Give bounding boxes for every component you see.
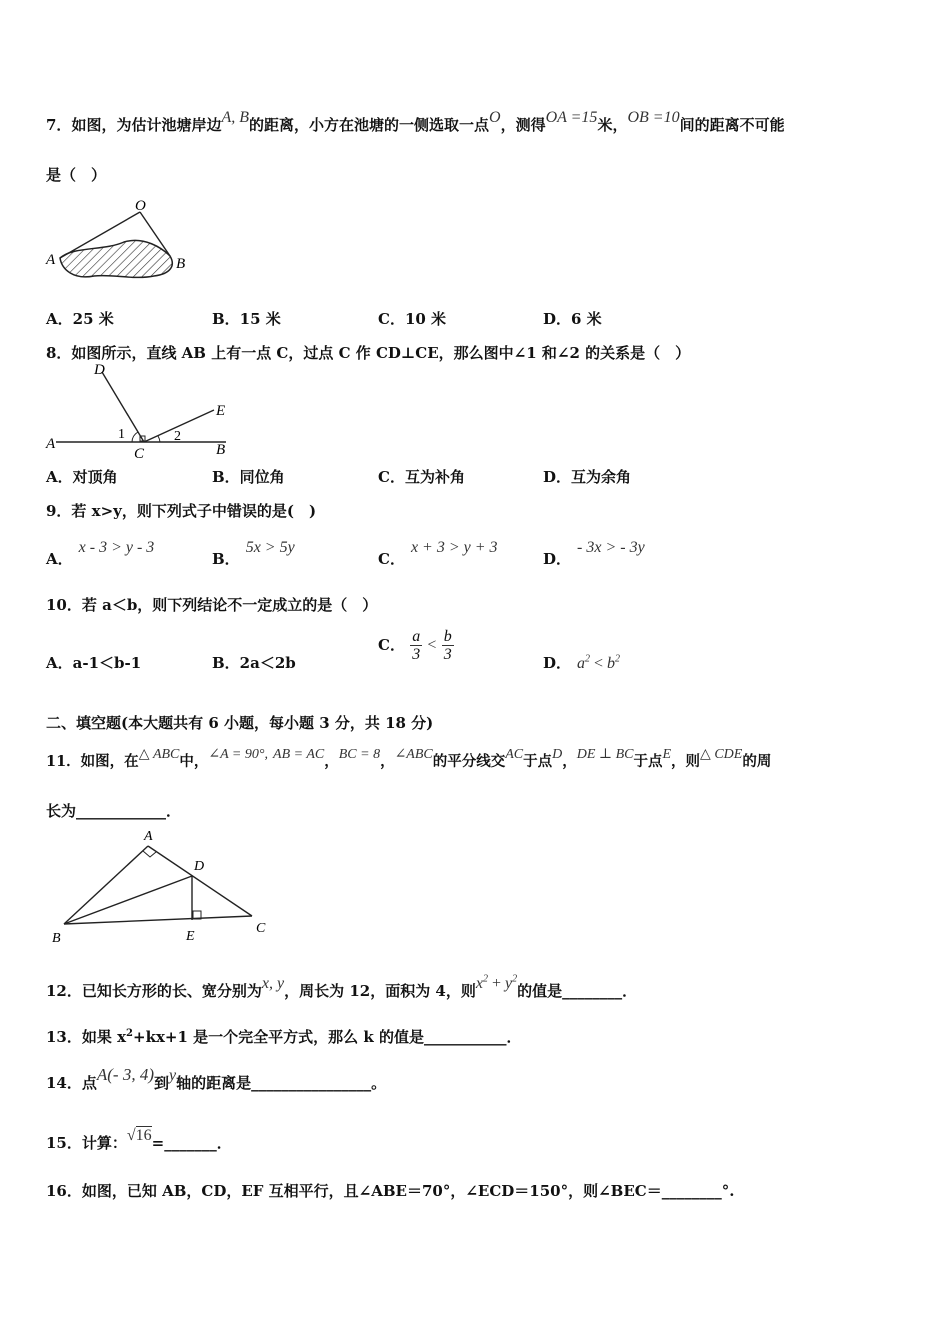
- q10-option-a[interactable]: A．a-1＜b-1: [46, 654, 142, 672]
- q8-text: 8．如图所示，直线 AB 上有一点 C，过点 C 作 CD⊥CE，那么图中∠1 和∠2 的关系是（ ）: [46, 344, 691, 362]
- label-D: D: [194, 859, 205, 874]
- math-O: O: [489, 109, 501, 126]
- q16-text: 16．如图，已知 AB，CD，EF 互相平行，且∠ABE＝70°，∠ECD＝150°，则∠BEC＝________°.: [46, 1182, 735, 1200]
- label-B: B: [52, 931, 61, 946]
- sqrt-16: √16: [126, 1127, 152, 1144]
- label-A: A: [46, 436, 56, 452]
- q9-option-a[interactable]: A．x - 3 > y - 3: [46, 539, 155, 568]
- label-D: D: [94, 362, 105, 378]
- fraction-b-over-3: $\frac{b}{3}$: [443, 628, 452, 663]
- q10-option-d[interactable]: D． $a^2 < b^2$: [543, 653, 621, 672]
- q8-option-a[interactable]: A．对顶角: [46, 468, 118, 486]
- q10-option-c[interactable]: C． $\frac{a}{3}$ < $\frac{b}{3}$: [378, 628, 452, 663]
- q8-option-d[interactable]: D．互为余角: [543, 468, 632, 486]
- section-title: 二、填空题(本大题共有 6 小题，每小题 3 分，共 18 分): [46, 714, 434, 732]
- q7-line2: 是（ ）: [46, 166, 107, 184]
- math-x2-plus-y2: $x^2 + y^2$: [475, 973, 518, 992]
- q9-text: 9．若 x>y，则下列式子中错误的是( ): [46, 502, 317, 520]
- label-B: B: [216, 442, 226, 458]
- q9-option-b[interactable]: B．5x > 5y: [212, 539, 295, 568]
- q13-text: 13．如果 $x^2+kx+1$ 是一个完全平方式，那么 k 的值是___________．: [46, 1028, 522, 1046]
- q8-option-b[interactable]: B．同位角: [212, 468, 285, 486]
- label-A: A: [46, 252, 56, 268]
- label-C: C: [256, 921, 266, 936]
- q11-triangle-figure: [48, 826, 278, 946]
- q8-angle-figure: [44, 362, 244, 462]
- math-AB: A, B: [221, 109, 249, 126]
- q7-option-a[interactable]: A．25 米: [46, 310, 114, 328]
- q10-option-b[interactable]: B．2a＜2b: [212, 654, 296, 672]
- label-C: C: [134, 446, 145, 462]
- q7-option-d[interactable]: D．6 米: [543, 310, 602, 328]
- q7-line1: 7．如图，为估计池塘岸边A, B的距离，小方在池塘的一侧选取一点O，测得OA =15米，OB =10间的距离不可能: [46, 109, 785, 134]
- label-2: 2: [174, 429, 181, 444]
- q14-text: 14．点A(- 3, 4)到y轴的距离是________________。: [46, 1065, 387, 1092]
- q9-option-d[interactable]: D．- 3x > - 3y: [543, 539, 645, 568]
- q7-pond-figure: [44, 196, 204, 286]
- q11-line1: 11．如图，在△ ABC中，∠A = 90°, AB = AC，BC = 8，∠ABC的平分线交AC于点D，DE ⊥ BC于点E，则△ CDE的周: [46, 747, 772, 770]
- math-OB: OB =10: [627, 109, 680, 126]
- q9-option-c[interactable]: C．x + 3 > y + 3: [378, 539, 498, 568]
- label-B: B: [176, 256, 186, 272]
- label-E: E: [216, 403, 226, 419]
- label-E: E: [186, 929, 195, 944]
- fraction-a-over-3: $\frac{a}{3}$: [412, 628, 421, 663]
- q10-text: 10．若 a＜b，则下列结论不一定成立的是（ ）: [46, 596, 378, 614]
- math-OA: OA =15: [545, 109, 598, 126]
- q7-option-c[interactable]: C．10 米: [378, 310, 447, 328]
- q8-option-c[interactable]: C．互为补角: [378, 468, 465, 486]
- label-A: A: [144, 829, 153, 844]
- q7-option-b[interactable]: B．15 米: [212, 310, 281, 328]
- q11-line2: 长为____________．: [46, 802, 182, 820]
- label-1: 1: [118, 427, 125, 442]
- q12-text: 12．已知长方形的长、宽分别为x, y，周长为 12，面积为 4，则$x^2 + y^2$的值是________．: [46, 973, 638, 1000]
- q15-text: 15．计算：√16=_______．: [46, 1127, 232, 1152]
- label-O: O: [135, 198, 146, 214]
